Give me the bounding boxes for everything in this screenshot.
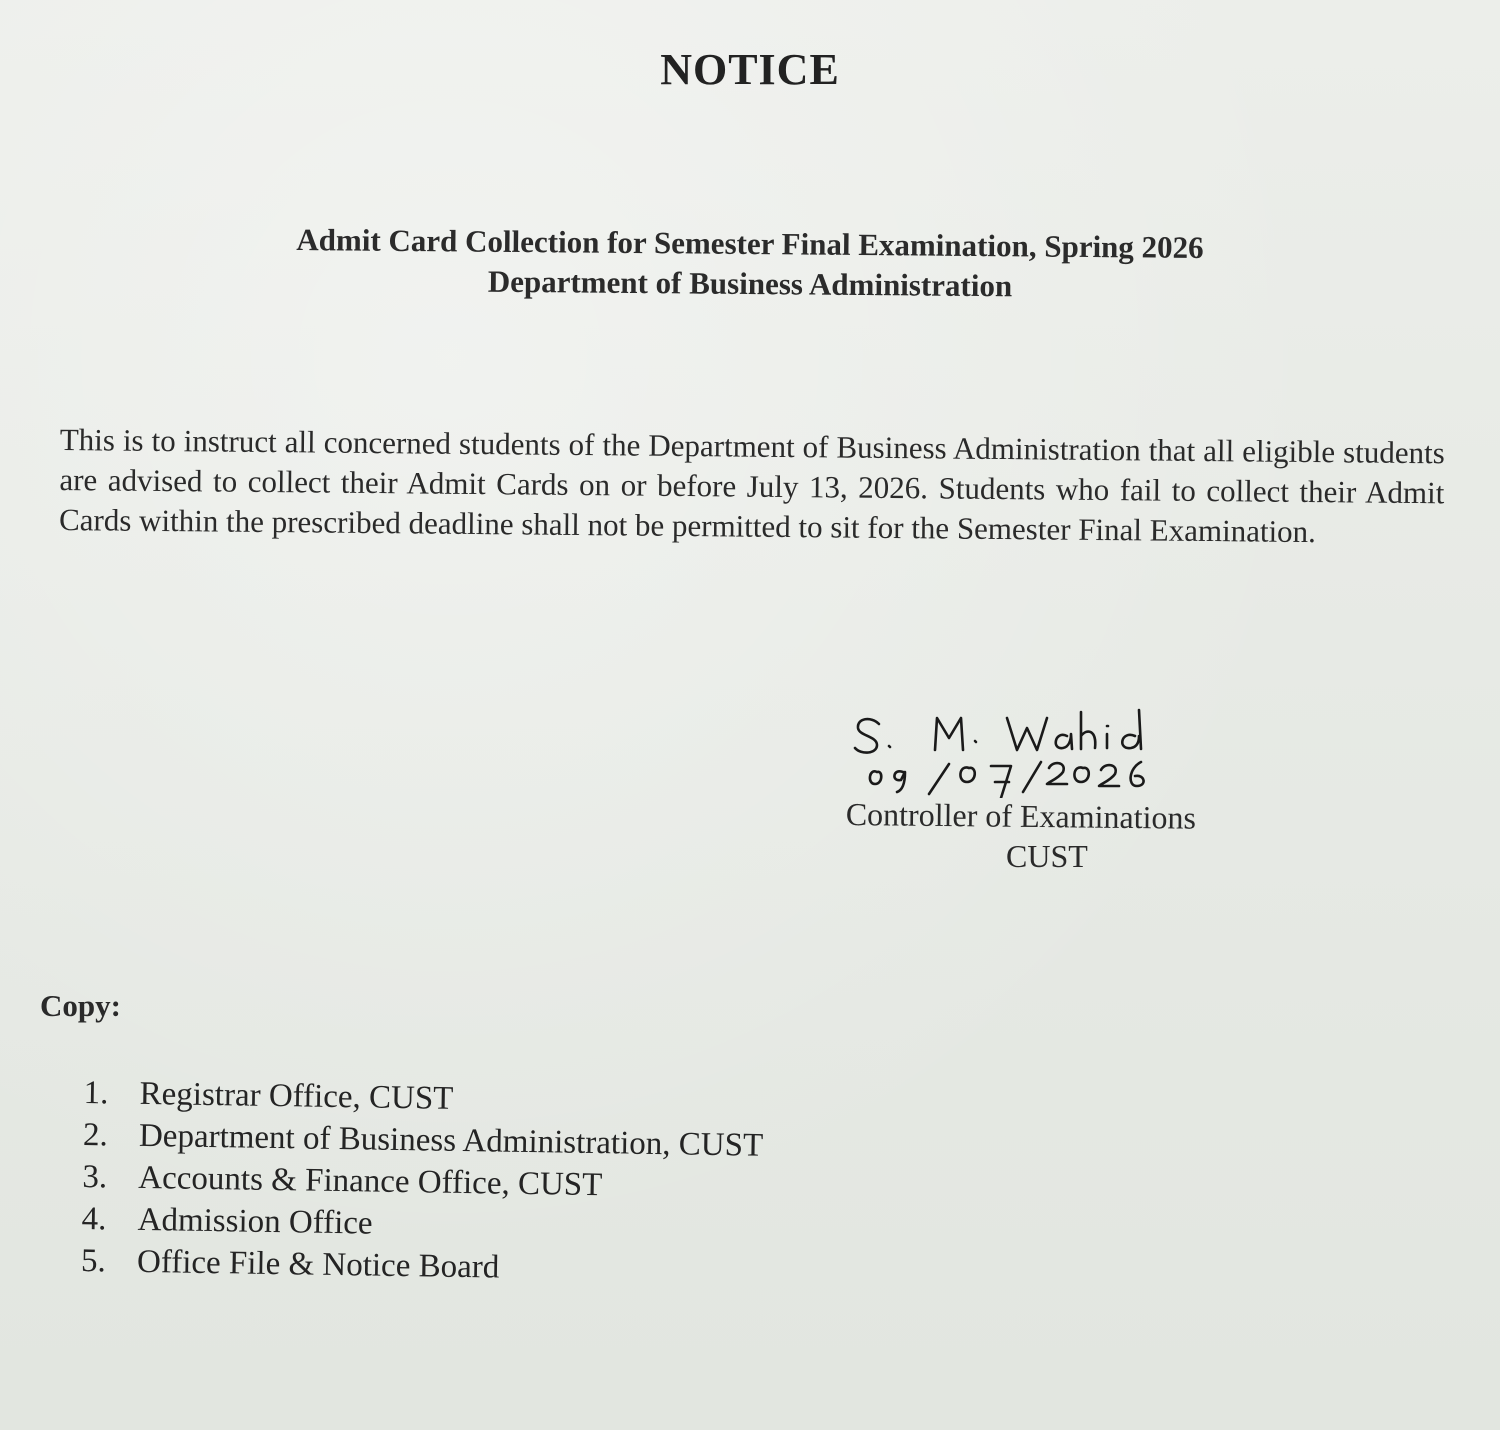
copy-item-text: Accounts & Finance Office, CUST	[138, 1159, 603, 1204]
copy-list	[81, 1072, 764, 1293]
handwritten-signature	[845, 698, 1265, 798]
copy-item-number: 1.	[83, 1074, 109, 1112]
copy-item-number: 4.	[81, 1200, 107, 1238]
copy-label: Copy:	[40, 988, 121, 1023]
signatory-organization: CUST	[1006, 838, 1088, 874]
signatory-title: Controller of Examinations	[845, 796, 1197, 836]
copy-item-text: Registrar Office, CUST	[139, 1075, 454, 1117]
copy-item-number: 2.	[82, 1116, 109, 1154]
signature-drawing	[845, 698, 1265, 798]
notice-heading: NOTICE	[660, 45, 840, 94]
copy-item-number: 5.	[80, 1242, 107, 1280]
notice-department: Department of Business Administration	[487, 263, 1013, 304]
copy-item-text: Department of Business Administration, CUST	[138, 1117, 764, 1164]
copy-item-text: Office File & Notice Board	[136, 1243, 500, 1286]
notice-subject: Admit Card Collection for Semester Final Examination, Spring 2026	[296, 222, 1204, 265]
copy-item-text: Admission Office	[137, 1201, 373, 1242]
copy-item-number: 3.	[82, 1158, 108, 1196]
notice-body: This is to instruct all concerned students of the Department of Business Administration that all eligible students are advised to collect their Admit Cards on or before July 13, 2026. Students who fail to collect their Admit Cards within the prescribed deadline shall not be permitted to sit for the Semester Final Examination.	[58, 421, 1445, 550]
